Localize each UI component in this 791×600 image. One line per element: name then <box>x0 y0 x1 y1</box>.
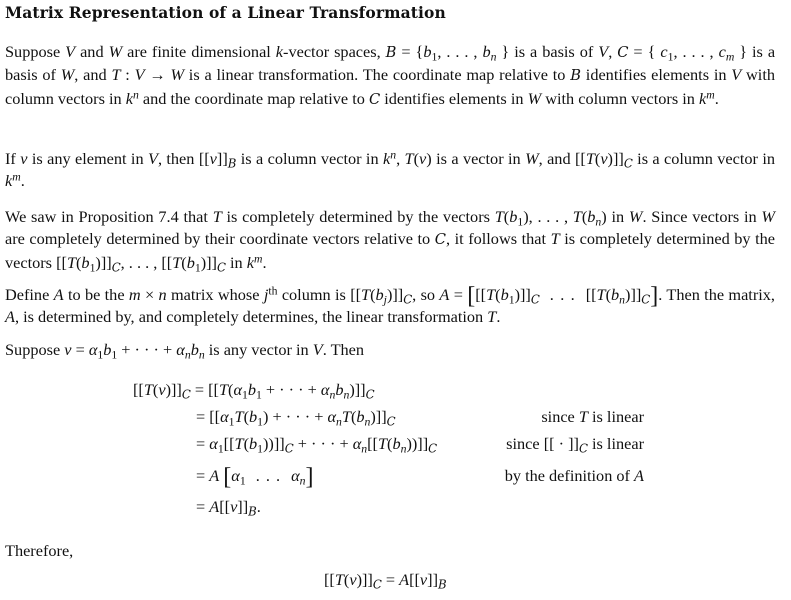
justification-line-2: since T is linear <box>541 407 644 426</box>
paragraph-vector-spaces: Suppose V and W are finite dimensional k-vector spaces, $B = \{b_1$, . . . , $b_n$ } is a basis of V, C = { $c_1$, . . . , $c_m$ } is a basis of W, and T : V → W is a linear transformation. The coordinate map relative to B identifies elements in V with column vectors in $k^n$ and the coordinate map relative to C identifies elements in W with column vectors in $k^m$. <box>5 42 776 108</box>
paragraph-therefore: Therefore, <box>5 541 74 560</box>
derivation-line-5: = $A[[v]]_B$. <box>196 497 261 519</box>
paragraph-define-matrix: Define A to be the m × n matrix whose $j^{th}$ column is $[[T(b_j)]]_C$, so $A = [[[T(b_1)]]_C$ . . . $[[T(b_n)]]_C$]. Then the matrix, A, is determined by, and completely determines, the linear transformation T. <box>5 283 775 327</box>
final-equation: $[[T(v)]]_C = A[[v]]_B$ <box>324 570 447 592</box>
paragraph-suppose-v: Suppose $v = \alpha_1b_1$ + · · · + $\alpha_nb_n$ is any vector in V. Then <box>5 340 365 362</box>
derivation-line-4: = A [$\alpha_1$ . . . $\alpha_n$] <box>196 464 314 490</box>
justification-line-4: by the definition of A <box>504 466 644 485</box>
justification-line-3: since [[ · ]]$_C$ is linear <box>506 434 644 456</box>
paragraph-coordinate-vectors: If v is any element in V, then $[[v]]_B$ is a column vector in $k^n$, T(v) is a vector in W, and $[[T(v)]]_C$ is a column vector in $k^m$. <box>5 148 775 191</box>
derivation-line-3: = $\alpha_1[[T(b_1))]]_C$ + · · · + $\alpha_n[[T(b_n))]]_C$ <box>196 434 438 456</box>
derivation-line-1: $[[T(v)]]_C = [[T(\alpha_1b_1$ + · · · + $\alpha_nb_n)]]_C$ <box>133 380 375 402</box>
paragraph-proposition: We saw in Proposition 7.4 that T is completely determined by the vectors $T(b_1)$, . . . , $T(b_n)$ in W. Since vectors in W are completely determined by their coordinate vectors relative to C, it follows that T is completely determined by the vectors $[[T(b_1)]]_C$, . . . , $[[T(b_1)]]_C$ in $k^m$. <box>5 207 775 274</box>
section-title: Matrix Representation of a Linear Transformation <box>5 3 446 22</box>
derivation-line-2: = [[$\alpha_1T(b_1)$ + · · · + $\alpha_nT(b_n)]]_C$ <box>196 407 396 429</box>
